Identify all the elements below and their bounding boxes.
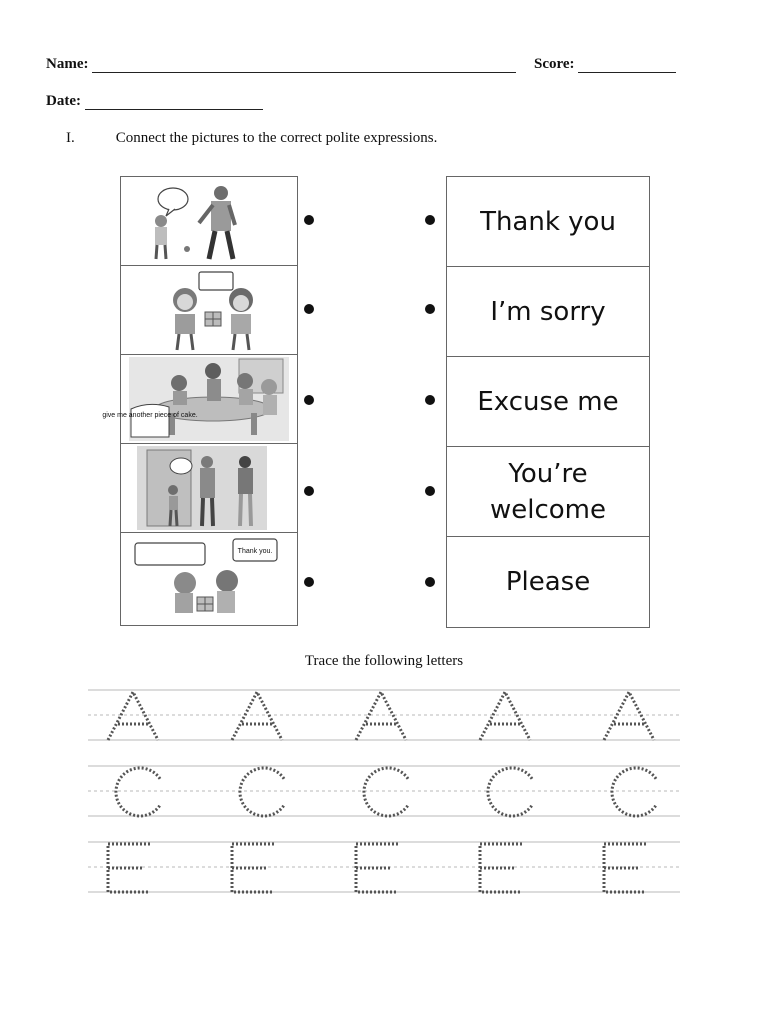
girl-dropped-item-illustration — [129, 179, 289, 263]
trace-letter-c[interactable] — [612, 768, 656, 816]
trace-title: Trace the following letters — [304, 653, 464, 669]
date-blank[interactable] — [85, 95, 263, 110]
right-dot-5[interactable] — [425, 577, 435, 587]
date-label: Date: — [46, 93, 81, 109]
picture-two-girls-gift — [121, 533, 297, 625]
right-dot-1[interactable] — [425, 215, 435, 225]
left-dot-4[interactable] — [304, 486, 314, 496]
instruction — [66, 130, 437, 147]
picture-door-scene — [121, 444, 297, 533]
picture-caption-dinner: give me another piece of cake. — [102, 412, 198, 419]
trace-letter-a[interactable] — [108, 692, 158, 740]
trace-letter-a[interactable] — [604, 692, 654, 740]
family-dinner-illustration — [102, 357, 289, 441]
name-label: Name: — [46, 56, 89, 72]
name-blank[interactable] — [92, 58, 516, 73]
trace-letter-c[interactable] — [488, 768, 532, 816]
trace-letter-a[interactable] — [356, 692, 406, 740]
score-blank[interactable] — [578, 58, 676, 73]
trace-letter-e[interactable] — [108, 844, 150, 892]
left-dot-2[interactable] — [304, 304, 314, 314]
trace-letter-c[interactable] — [364, 768, 408, 816]
phrase-thank-you: Thank you — [447, 177, 649, 267]
picture-caption-thank-you: Thank you. — [237, 548, 273, 555]
score-label: Score: — [534, 56, 575, 72]
picture-family-dinner — [102, 355, 297, 444]
phrase-column — [446, 176, 650, 628]
right-dot-2[interactable] — [425, 304, 435, 314]
two-kids-gift-illustration — [129, 268, 289, 352]
right-dot-4[interactable] — [425, 486, 435, 496]
trace-letter-c[interactable] — [116, 768, 160, 816]
picture-girl-and-man — [121, 177, 297, 266]
instruction-text: Connect the pictures to the correct polite expressions. — [115, 130, 438, 146]
picture-two-kids-gift — [121, 266, 297, 355]
name-field[interactable] — [46, 56, 516, 73]
tracing-guidelines — [88, 690, 680, 892]
trace-letter-e[interactable] — [356, 844, 398, 892]
letter-tracing-area[interactable] — [88, 684, 680, 914]
left-dot-5[interactable] — [304, 577, 314, 587]
trace-letter-a[interactable] — [232, 692, 282, 740]
score-field[interactable] — [534, 56, 676, 73]
phrase-im-sorry: I’m sorry — [447, 267, 649, 357]
trace-letter-e[interactable] — [232, 844, 274, 892]
trace-letter-c[interactable] — [240, 768, 284, 816]
right-dot-3[interactable] — [425, 395, 435, 405]
phrase-please: Please — [505, 567, 591, 597]
trace-letter-e[interactable] — [604, 844, 646, 892]
two-girls-gift-illustration — [129, 537, 289, 621]
left-dot-1[interactable] — [304, 215, 314, 225]
picture-column — [102, 176, 298, 626]
trace-letter-a[interactable] — [480, 692, 530, 740]
instruction-number: I. — [66, 130, 75, 146]
date-field[interactable] — [46, 93, 263, 110]
trace-letter-e[interactable] — [480, 844, 522, 892]
tracing-letters[interactable] — [108, 692, 656, 892]
phrase-youre-welcome: You’re welcome — [447, 447, 649, 537]
left-dot-3[interactable] — [304, 395, 314, 405]
door-scene-illustration — [129, 446, 289, 530]
phrase-excuse-me: Excuse me — [447, 357, 649, 447]
